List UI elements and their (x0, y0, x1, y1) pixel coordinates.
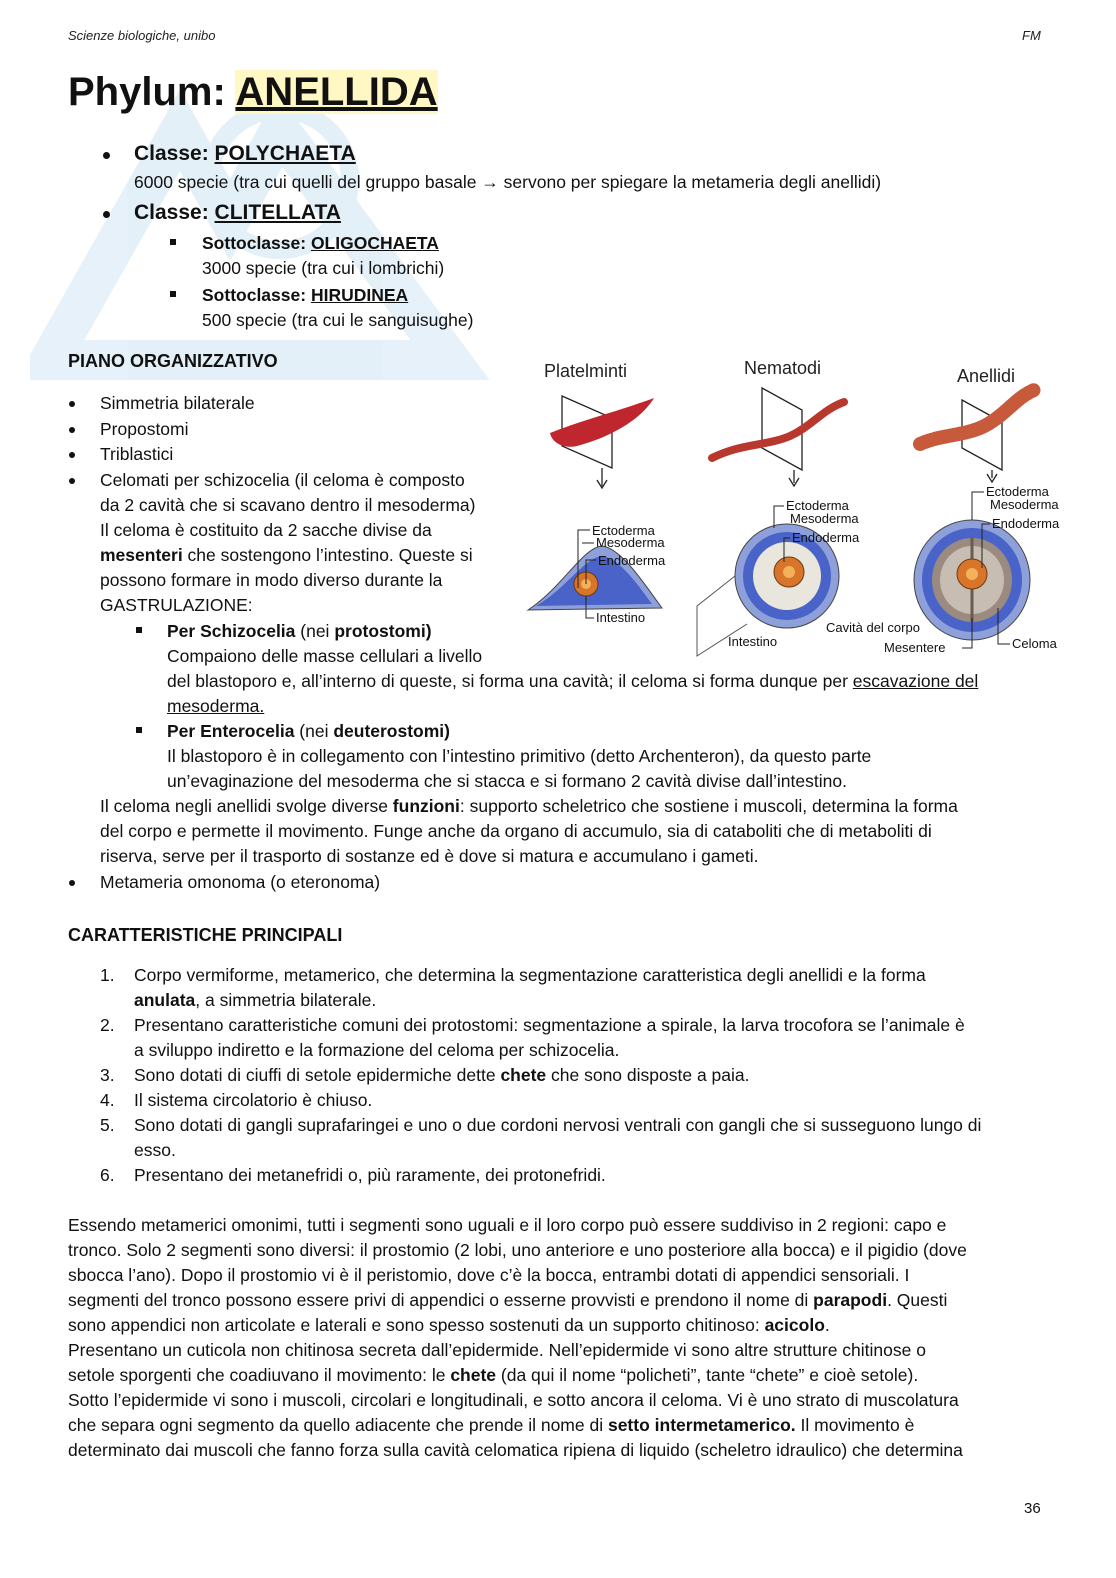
funzioni-text: Il celoma negli anellidi svolge diverse funzioni: supporto scheletrico che sostiene i muscoli, determina la forma (100, 796, 958, 816)
list-number: 6. (100, 1165, 115, 1185)
list-item: Sono dotati di ciuffi di setole epidermiche dette chete che sono disposte a paia. (134, 1065, 750, 1085)
bullet-icon (69, 452, 75, 458)
list-item: Corpo vermiforme, metamerico, che determina la segmentazione caratteristica degli anellidi e la forma (134, 965, 926, 985)
piano-text: Il celoma è costituito da 2 sacche divise da (100, 520, 432, 540)
label-ectoderma: Ectoderma (986, 484, 1049, 499)
square-bullet-icon (170, 291, 176, 297)
bullet-icon (69, 401, 75, 407)
label-intestino: Intestino (596, 610, 646, 625)
schizocelia-text: Compaiono delle masse cellulari a livello (167, 646, 483, 666)
label-mesoderma: Mesoderma (596, 535, 665, 550)
page-title: Phylum: ANELLIDA (68, 70, 438, 114)
body-text: setole sporgenti che coadiuvano il movimento: le chete (da qui il nome “policheti”, tante “chete” e cioè setole). (68, 1365, 919, 1385)
list-number: 2. (100, 1015, 115, 1035)
square-bullet-icon (136, 727, 142, 733)
list-item: Presentano caratteristiche comuni dei protostomi: segmentazione a spirale, la larva trocofora se l’animale è (134, 1015, 965, 1035)
body-text: Sotto l’epidermide vi sono i muscoli, circolari e longitudinali, e sotto ancora il celoma. Vi è uno strato di muscolatura (68, 1390, 959, 1410)
header-right: FM (1022, 28, 1041, 43)
roundworm-shape (712, 402, 844, 458)
piano-item: Metameria omonoma (o eteronoma) (100, 872, 381, 892)
body-text: che separa ogni segmento da quello adiacente che prende il nome di setto intermetamerico. Il movimento è (68, 1415, 915, 1435)
label-mesoderma: Mesoderma (790, 511, 859, 526)
schizocelia-text: mesoderma. (167, 696, 265, 716)
body-text: Essendo metamerici omonimi, tutti i segmenti sono uguali e il loro corpo può essere suddiviso in 2 regioni: capo e (68, 1215, 947, 1235)
subclass-hirudinea-desc: 500 specie (tra cui le sanguisughe) (202, 310, 474, 330)
piano-item: Celomati per schizocelia (il celoma è composto (100, 470, 465, 490)
enterocelia-heading: Per Enterocelia (nei deuterostomi) (167, 721, 451, 741)
piano-text: possono formare in modo diverso durante la (100, 570, 443, 590)
label-endoderma: Endoderma (598, 553, 666, 568)
section-heading-piano: PIANO ORGANIZZATIVO (68, 351, 278, 371)
piano-item: Triblastici (100, 444, 174, 464)
body-text: sono appendici non articolate e laterali e sono spesso sostenuti da un supporto chitinoso: acicolo. (68, 1315, 830, 1335)
list-item: esso. (134, 1140, 176, 1160)
piano-text: da 2 cavità che si scavano dentro il mesoderma) (100, 495, 476, 515)
label-cavita-del-corpo: Cavità del corpo (826, 620, 920, 635)
enterocelia-text: Il blastoporo è in collegamento con l’intestino primitivo (detto Archenteron), da questo parte (167, 746, 872, 766)
body-text: segmenti del tronco possono essere privi di appendici o esserne provvisti e prendono il nome di parapodi. Questi (68, 1290, 948, 1310)
label-mesoderma: Mesoderma (990, 497, 1059, 512)
label-ectoderma: Ectoderma (592, 523, 655, 538)
body-text: sbocca l’ano). Dopo il prostomio vi è il peristomio, dove c’è la bocca, entrambi dotati di appendici sensoriali. I (68, 1265, 910, 1285)
list-item: Il sistema circolatorio è chiuso. (134, 1090, 373, 1110)
subclass-oligochaeta-desc: 3000 specie (tra cui i lombrichi) (202, 258, 445, 278)
label-endoderma: Endoderma (992, 516, 1060, 531)
body-text: tronco. Solo 2 segmenti sono diversi: il prostomio (2 lobi, uno anteriore e uno posteriore alla bocca) e il pigidio (dove (68, 1240, 967, 1260)
flatworm-shape (550, 398, 654, 447)
square-bullet-icon (170, 239, 176, 245)
class-clitellata: Classe: CLITELLATA (134, 201, 341, 224)
subclass-hirudinea: Sottoclasse: HIRUDINEA (202, 285, 409, 305)
piano-text: GASTRULAZIONE: (100, 595, 253, 615)
list-number: 3. (100, 1065, 115, 1085)
label-endoderma: Endoderma (792, 530, 860, 545)
list-item: Sono dotati di gangli suprafaringei e uno o due cordoni nervosi ventrali con gangli che si susseguono lungo di (134, 1115, 982, 1135)
piano-item: Simmetria bilaterale (100, 393, 255, 413)
label-platelminti: Platelminti (544, 361, 628, 381)
body-text: Presentano un cuticola non chitinosa secreta dall’epidermide. Nell’epidermide vi sono altre strutture chitinose o (68, 1340, 926, 1360)
bullet-icon (69, 880, 75, 886)
funzioni-text: del corpo e permette il movimento. Funge anche da organo di accumulo, sia di cataboliti che di metaboliti di (100, 821, 932, 841)
bullet-icon (69, 478, 75, 484)
coelom-comparison-figure (522, 348, 1084, 664)
schizocelia-heading: Per Schizocelia (nei protostomi) (167, 621, 432, 641)
enterocelia-text: un’evaginazione del mesoderma che si stacca e si formano 2 cavità divise dall’intestino. (167, 771, 847, 791)
bullet-icon (69, 427, 75, 433)
list-item: anulata, a simmetria bilaterale. (134, 990, 377, 1010)
class-polychaeta-desc: 6000 specie (tra cui quelli del gruppo basale → servono per spiegare la metameria degli anellidi) (134, 172, 882, 192)
bullet-icon (103, 152, 110, 159)
subclass-oligochaeta: Sottoclasse: OLIGOCHAETA (202, 233, 439, 253)
piano-text: mesenteri che sostengono l’intestino. Queste si (100, 545, 473, 565)
list-item: a sviluppo indiretto e la formazione del celoma per schizocelia. (134, 1040, 620, 1060)
list-item: Presentano dei metanefridi o, più raramente, dei protonefridi. (134, 1165, 606, 1185)
section-heading-caratteristiche: CARATTERISTICHE PRINCIPALI (68, 925, 343, 945)
label-ectoderma: Ectoderma (786, 498, 849, 513)
schizocelia-text: del blastoporo e, all’interno di queste, si forma una cavità; il celoma si forma dunque per escavazione del (167, 671, 979, 691)
funzioni-text: riserva, serve per il trasporto di sostanze ed è dove si matura e accumulano i gameti. (100, 846, 759, 866)
bullet-icon (103, 211, 110, 218)
label-celoma: Celoma (1012, 636, 1057, 651)
list-number: 4. (100, 1090, 115, 1110)
header-left: Scienze biologiche, unibo (68, 28, 216, 43)
page-number: 36 (1024, 1500, 1041, 1517)
body-text: determinato dai muscoli che fanno forza sulla cavità celomatica ripiena di liquido (scheletro idraulico) che determina (68, 1440, 963, 1460)
square-bullet-icon (136, 627, 142, 633)
list-number: 1. (100, 965, 115, 985)
label-anellidi: Anellidi (957, 366, 1016, 386)
earthworm-shape (920, 390, 1034, 444)
piano-item: Propostomi (100, 419, 189, 439)
label-nematodi: Nematodi (744, 358, 822, 378)
label-intestino: Intestino (728, 634, 778, 649)
class-polychaeta: Classe: POLYCHAETA (134, 142, 356, 165)
list-number: 5. (100, 1115, 115, 1135)
label-mesentere: Mesentere (884, 640, 946, 655)
